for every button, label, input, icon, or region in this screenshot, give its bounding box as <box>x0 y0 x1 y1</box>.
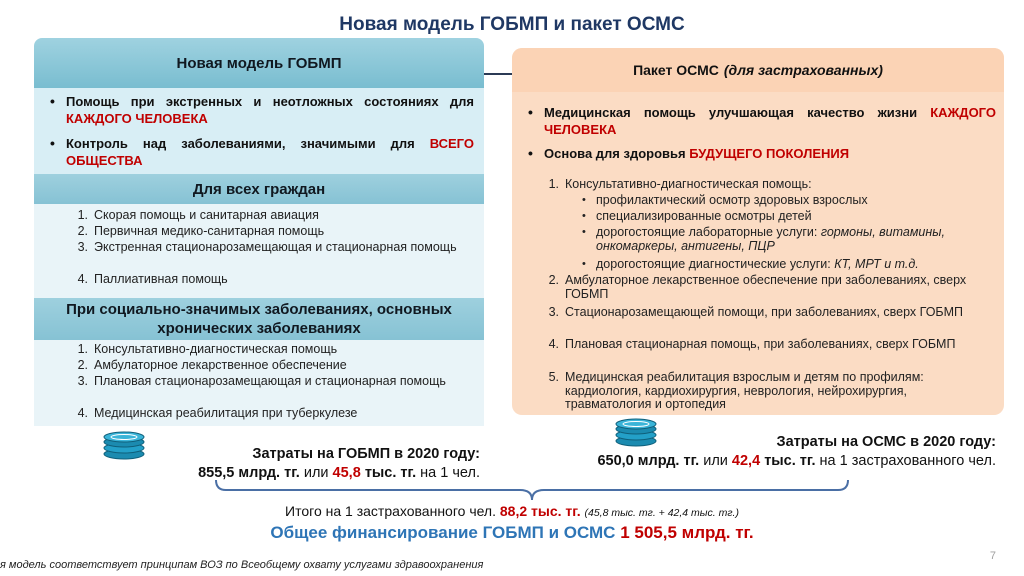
left-panel-header: Новая модель ГОБМП <box>34 38 484 88</box>
right-subitem-1: • профилактический осмотр здоровых взрослых <box>596 194 996 208</box>
left-s1-item-1: 1. Скорая помощь и санитарная авиация <box>77 208 319 222</box>
footnote: я модель соответствует принципам ВОЗ по Всеобщему охвату услугами здравоохранения <box>0 559 484 571</box>
left-cost-detail: 855,5 млрд. тг. или 45,8 тыс. тг. на 1 чел. <box>198 465 480 481</box>
summary-total: Общее финансирование ГОБМП и ОСМС 1 505,5 млрд. тг. <box>270 523 754 542</box>
left-bullet-1: • Помощь при экстренных и неотложных состояниях для КАЖДОГО ЧЕЛОВЕКА <box>66 93 474 127</box>
left-bullet-2: • Контроль над заболеваниями, значимыми для ВСЕГО ОБЩЕСТВА <box>66 135 474 169</box>
left-s1-item-4: 4. Паллиативная помощь <box>77 272 228 286</box>
right-cost <box>500 433 996 471</box>
left-s2-item-2: 2. Амбулаторное лекарственное обеспечение <box>77 358 347 372</box>
brace-icon <box>214 478 850 502</box>
right-panel-header: Пакет ОСМС (для застрахованных) <box>512 48 1004 92</box>
right-bullet-2: • Основа для здоровья БУДУЩЕГО ПОКОЛЕНИЯ <box>544 145 996 162</box>
right-item-3: 3. Стационарозамещающей помощи, при заболеваниях, сверх ГОБМП <box>548 305 964 319</box>
left-section-1-title: Для всех граждан <box>34 174 484 204</box>
right-item-1: 1. Консультативно-диагностическая помощь: <box>548 177 812 191</box>
right-cost-title: Затраты на ОСМС в 2020 году: <box>776 434 996 450</box>
left-s1-item-3: 3. Экстренная стационарозамещающая и стационарная помощь <box>77 240 457 254</box>
left-s2-item-4: 4. Медицинская реабилитация при туберкулезе <box>77 406 358 420</box>
right-cost-detail: 650,0 млрд. тг. или 42,4 тыс. тг. на 1 застрахованного чел. <box>597 453 996 469</box>
left-s1-item-2: 2. Первичная медико-санитарная помощь <box>77 224 325 238</box>
right-item-4: 4. Плановая стационарная помощь, при заболеваниях, сверх ГОБМП <box>548 337 956 351</box>
left-cost-title: Затраты на ГОБМП в 2020 году: <box>252 446 480 462</box>
right-subitem-3: • дорогостоящие лабораторные услуги: гормоны, витамины, онкомаркеры, антигены, ПЦР <box>596 226 996 253</box>
right-subitem-2: • специализированные осмотры детей <box>596 210 996 224</box>
right-item-2: 2. Амбулаторное лекарственное обеспечение при заболеваниях, сверх ГОБМП <box>548 273 967 301</box>
right-bullet-1: • Медицинская помощь улучшающая качество жизни КАЖДОГО ЧЕЛОВЕКА <box>544 104 996 138</box>
left-s2-item-1: 1. Консультативно-диагностическая помощь <box>77 342 338 356</box>
summary-per-person: Итого на 1 застрахованного чел. 88,2 тыс. тг. (45,8 тыс. тг. + 42,4 тыс. тг.) <box>285 503 739 519</box>
page-title: Новая модель ГОБМП и пакет ОСМС <box>339 14 685 35</box>
page-number: 7 <box>989 550 996 562</box>
connector-line <box>484 73 514 75</box>
left-section-2-title: При социально-значимых заболеваниях, основных хронических заболеваниях <box>34 298 484 340</box>
left-s2-item-3: 3. Плановая стационарозамещающая и стационарная помощь <box>77 374 446 388</box>
right-item-5: 5. Медицинская реабилитация взрослым и детям по профилям: кардиология, кардиохирургия, неврология, нейрохирургия, травматология и ортопедия <box>548 370 924 411</box>
right-subitem-4: • дорогостоящие диагностические услуги: КТ, МРТ и т.д. <box>596 258 996 272</box>
